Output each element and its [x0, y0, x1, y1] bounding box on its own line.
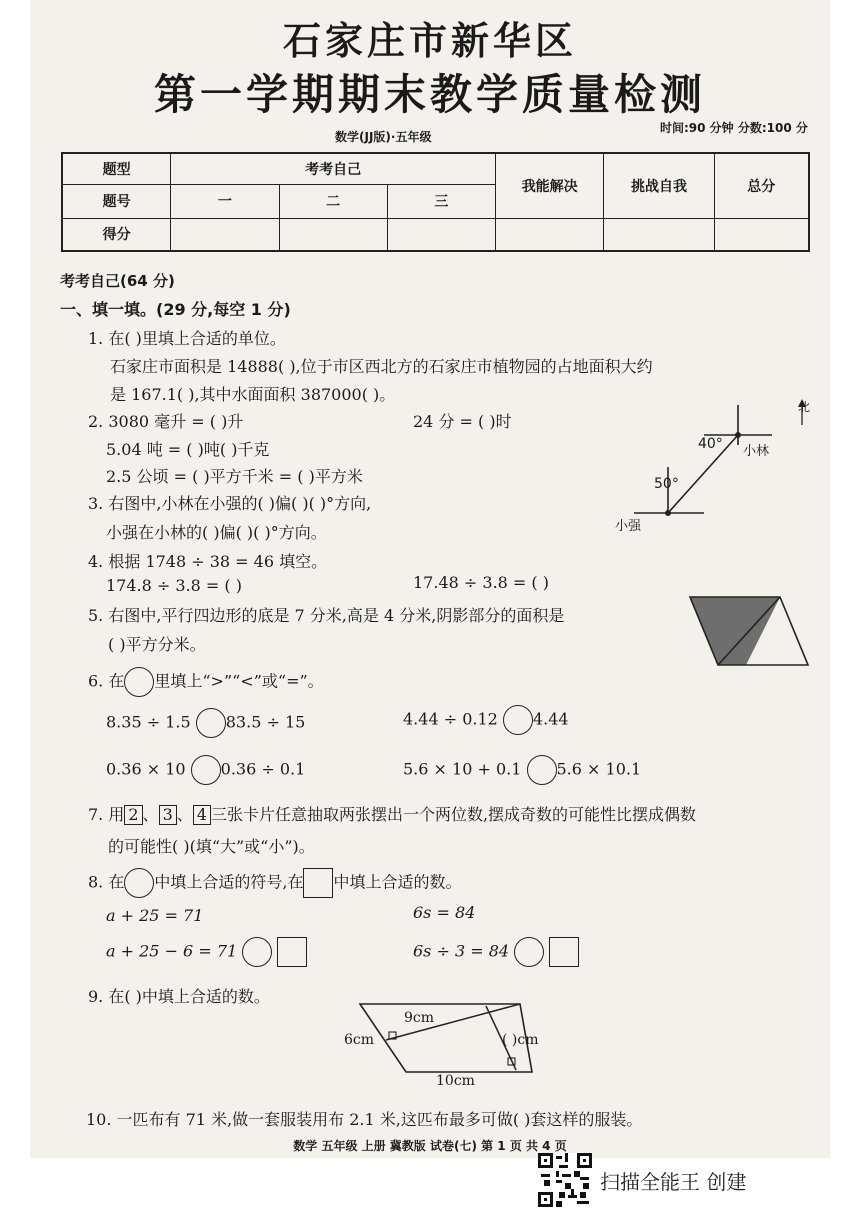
q10-text: 10. 一匹布有 71 米,做一套服装用布 2.1 米,这匹布最多可做( )套这样的服装。 [86, 1110, 643, 1129]
q8-number-box-2[interactable] [549, 937, 579, 967]
q1-stem: 1. 在( )里填上合适的单位。 [88, 329, 286, 348]
q9-right-label: ( )cm [502, 1032, 539, 1048]
score-table [61, 152, 810, 252]
q2-a: 2. 3080 毫升 = ( )升 [88, 412, 244, 431]
score-cell-solve[interactable] [496, 218, 604, 251]
q8-b: 6s = 84 [413, 903, 476, 922]
q6-d: 5.6 × 10 + 0.1 5.6 × 10.1 [403, 755, 641, 785]
q8-stem: 8. 在 中填上合适的符号,在 中填上合适的数。 [88, 868, 461, 898]
card-4: 4 [193, 805, 211, 825]
row-label-num: 题号 [62, 184, 171, 218]
q1-line2: 是 167.1( ),其中水面面积 387000( )。 [110, 385, 396, 404]
compare-circle-a[interactable] [196, 708, 226, 738]
exam-title-line1: 石家庄市新华区 [282, 18, 577, 63]
score-cell-3[interactable] [387, 218, 495, 251]
q6-stem: 6. 在 里填上“>”“<”或“=”。 [88, 667, 324, 697]
q4-b: 17.48 ÷ 3.8 = ( ) [413, 573, 549, 592]
card-3: 3 [159, 805, 177, 825]
q8-symbol-circle-2[interactable] [514, 937, 544, 967]
col-1: 一 [171, 184, 279, 218]
compare-circle-b[interactable] [503, 705, 533, 735]
time-score-info: 时间:90 分钟 分数:100 分 [660, 121, 808, 135]
col-solve: 我能解决 [496, 153, 604, 218]
q9-top-label: 9cm [404, 1010, 435, 1026]
q8-symbol-circle-1[interactable] [242, 937, 272, 967]
q4-a: 174.8 ÷ 3.8 = ( ) [106, 576, 242, 595]
angle-40-label: 40° [698, 436, 723, 452]
parallelogram-figure [686, 593, 812, 669]
part1-heading: 一、填一填。(29 分,每空 1 分) [60, 300, 291, 319]
q9-left-label: 6cm [344, 1032, 375, 1048]
qr-code-icon [538, 1153, 592, 1207]
xiaoqiang-label: 小强 [615, 519, 642, 534]
symbol-circle-sample [124, 868, 154, 898]
compare-circle-d[interactable] [527, 755, 557, 785]
row-label-score: 得分 [62, 218, 171, 251]
score-cell-total[interactable] [714, 218, 809, 251]
q8-d: 6s ÷ 3 = 84 [413, 937, 579, 967]
q8-a: a + 25 = 71 [106, 906, 204, 925]
q5-line2: ( )平方分米。 [108, 635, 206, 654]
q3-line1: 3. 右图中,小林在小强的( )偏( )( )°方向, [88, 494, 372, 513]
q9-stem: 9. 在( )中填上合适的数。 [88, 987, 270, 1006]
score-cell-challenge[interactable] [604, 218, 714, 251]
exam-paper [30, 0, 830, 1158]
col-total: 总分 [714, 153, 809, 218]
q5-line1: 5. 右图中,平行四边形的底是 7 分米,高是 4 分米,阴影部分的面积是 [88, 606, 565, 625]
q2-b: 24 分 = ( )时 [413, 412, 512, 431]
q8-c: a + 25 − 6 = 71 [106, 937, 307, 967]
compare-circle-sample [124, 667, 154, 697]
section-heading: 考考自己(64 分) [60, 272, 175, 290]
exam-title-line2: 第一学期期末教学质量检测 [153, 70, 706, 119]
q4-stem: 4. 根据 1748 ÷ 38 = 46 填空。 [88, 552, 328, 571]
section-kaokao-header: 考考自己 [171, 153, 496, 184]
q2-c: 5.04 吨 = ( )吨( )千克 [106, 440, 270, 459]
col-2: 二 [279, 184, 387, 218]
col-challenge: 挑战自我 [604, 153, 714, 218]
page-footer: 数学 五年级 上册 冀教版 试卷(七) 第 1 页 共 4 页 [293, 1139, 567, 1153]
q8-number-box-1[interactable] [277, 937, 307, 967]
q3-line2: 小强在小林的( )偏( )( )°方向。 [106, 523, 327, 542]
angle-50-label: 50° [654, 476, 679, 492]
direction-diagram [612, 395, 812, 555]
score-cell-2[interactable] [279, 218, 387, 251]
xiaolin-label: 小林 [743, 444, 770, 459]
q7-line2: 的可能性( )(填“大”或“小”)。 [108, 837, 315, 856]
compare-circle-c[interactable] [191, 755, 221, 785]
north-label: 北 [798, 400, 811, 414]
card-2: 2 [124, 805, 142, 825]
q7-line1: 7. 用 2 、 3 、 4 三张卡片任意抽取两张摆出一个两位数,摆成奇数的可能性比摆成偶数 [88, 805, 697, 824]
subject-label: 数学(JJ版)·五年级 [335, 130, 432, 144]
col-3: 三 [387, 184, 495, 218]
number-box-sample [303, 868, 333, 898]
row-label-type: 题型 [62, 153, 171, 184]
q6-b: 4.44 ÷ 0.12 4.44 [403, 705, 569, 735]
score-cell-1[interactable] [171, 218, 279, 251]
scanner-watermark: 扫描全能王 创建 [600, 1170, 747, 1194]
q9-bottom-label: 10cm [436, 1073, 475, 1089]
q1-line1: 石家庄市面积是 14888( ),位于市区西北方的石家庄市植物园的占地面积大约 [110, 357, 653, 376]
q2-d: 2.5 公顷 = ( )平方千米 = ( )平方米 [106, 467, 363, 486]
q6-c: 0.36 × 10 0.36 ÷ 0.1 [106, 755, 305, 785]
q6-a: 8.35 ÷ 1.5 83.5 ÷ 15 [106, 708, 305, 738]
